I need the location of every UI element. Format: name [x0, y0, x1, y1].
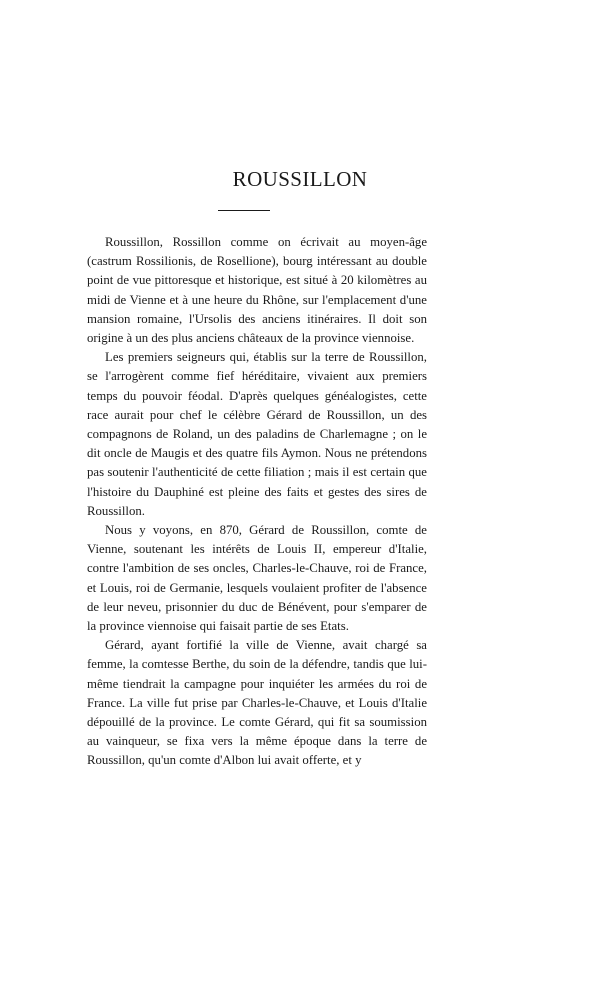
title-rule-divider	[218, 210, 270, 211]
paragraph-4: Gérard, ayant fortifié la ville de Vienne, avait chargé sa femme, la comtesse Berthe, du soin de la défendre, tandis que lui-même tiendrait la campagne pour inquiéter les armées du roi de France. La ville fut prise par Charles-le-Chauve, et Louis d'Italie dépouillé de la province. Le comte Gérard, qui fit sa soumission au vainqueur, se fixa vers la même époque dans la terre de Roussillon, qu'un comte d'Albon lui avait offerte, et y	[87, 638, 427, 768]
body-text	[87, 233, 427, 771]
paragraph-1: Roussillon, Rossillon comme on écrivait au moyen-âge (castrum Rossilionis, de Rosellione), bourg intéressant au double point de vue pittoresque et historique, est situé à 20 kilomètres au midi de Vienne et à une heure du Rhône, sur l'emplacement d'une mansion romaine, l'Ursolis des anciens itinéraires. Il doit son origine à un des plus anciens châteaux de la province viennoise.	[87, 235, 427, 346]
chapter-title: ROUSSILLON	[232, 167, 368, 192]
paragraph-3: Nous y voyons, en 870, Gérard de Roussillon, comte de Vienne, soutenant les intérêts de Louis II, empereur d'Italie, contre l'ambition de ses oncles, Charles-le-Chauve, roi de France, et Louis, roi de Germanie, lesquels voulaient profiter de l'absence de leur neveu, prisonnier du duc de Bénévent, pour s'emparer de la province viennoise qui faisait partie de ses Etats.	[87, 523, 427, 634]
paragraph-2: Les premiers seigneurs qui, établis sur la terre de Roussillon, se l'arrogèrent comme fief héréditaire, vivaient aux premiers temps du pouvoir féodal. D'après quelques généalogistes, cette race aurait pour chef le célèbre Gérard de Roussillon, un des compagnons de Roland, un des paladins de Charlemagne ; on le dit oncle de Maugis et des quatre fils Aymon. Nous ne prétendons pas soutenir l'authenticité de cette filiation ; mais il est certain que l'histoire du Dauphiné est pleine des faits et gestes des sires de Roussillon.	[87, 350, 427, 518]
